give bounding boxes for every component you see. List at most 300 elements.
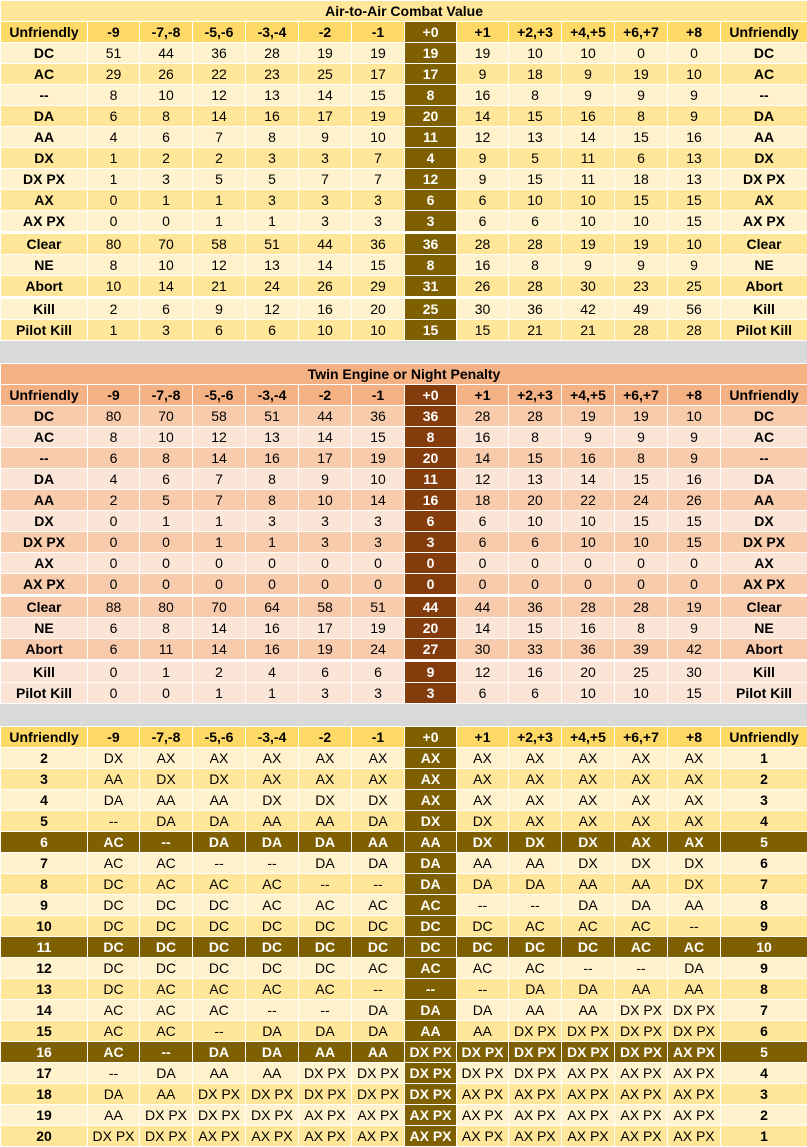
result-cell: DC: [352, 916, 405, 937]
value-cell: 16: [562, 618, 615, 639]
value-cell: 44: [457, 596, 509, 618]
value-cell: 10: [352, 127, 405, 148]
value-cell: 15: [352, 255, 405, 276]
result-cell: DA: [88, 1084, 140, 1105]
value-cell: 0: [140, 574, 193, 596]
value-cell: 9: [299, 469, 352, 490]
result-cell: AC: [352, 958, 405, 979]
value-cell: 22: [562, 490, 615, 511]
result-cell: DX PX: [457, 1042, 509, 1063]
value-cell: 16: [457, 255, 509, 276]
result-cell: DA: [88, 790, 140, 811]
value-cell: 15: [457, 320, 509, 341]
result-cell: AC: [193, 1000, 246, 1021]
result-cell: DX: [140, 769, 193, 790]
result-cell: --: [405, 979, 457, 1000]
roll-right: 9: [721, 958, 807, 979]
value-cell: 26: [299, 276, 352, 298]
result-cell: AX: [668, 748, 721, 769]
roll-right: 8: [721, 895, 807, 916]
value-cell: 8: [88, 427, 140, 448]
value-cell: 0: [246, 574, 299, 596]
value-cell: 13: [668, 148, 721, 169]
roll-right: 4: [721, 811, 807, 832]
value-cell: 10: [615, 683, 668, 704]
result-cell: DC: [88, 979, 140, 1000]
value-cell: 14: [457, 106, 509, 127]
value-cell: 15: [509, 169, 562, 190]
value-cell: 0: [140, 683, 193, 704]
value-cell: 3: [405, 683, 457, 704]
value-cell: 20: [405, 618, 457, 639]
result-cell: AA: [193, 1063, 246, 1084]
result-cell: AC: [615, 937, 668, 958]
result-cell: AX PX: [457, 1084, 509, 1105]
row-label: Kill: [721, 298, 807, 320]
result-cell: DX PX: [509, 1021, 562, 1042]
result-cell: AX: [246, 748, 299, 769]
result-cell: DC: [299, 958, 352, 979]
table-row: [1, 1000, 807, 1021]
result-cell: --: [457, 895, 509, 916]
table-row: [1, 406, 807, 427]
value-cell: 9: [668, 255, 721, 276]
result-cell: DX PX: [615, 1021, 668, 1042]
value-cell: 9: [193, 298, 246, 320]
value-cell: 36: [352, 233, 405, 255]
value-cell: 2: [193, 661, 246, 683]
row-label: NE: [721, 618, 807, 639]
table-row: [1, 448, 807, 469]
row-label: DC: [1, 406, 88, 427]
value-cell: 10: [615, 532, 668, 553]
result-cell: AX: [509, 811, 562, 832]
value-cell: 8: [246, 469, 299, 490]
value-cell: 10: [562, 211, 615, 233]
value-cell: 8: [615, 448, 668, 469]
result-cell: DX: [457, 811, 509, 832]
result-cell: DA: [246, 1042, 299, 1063]
value-cell: 15: [668, 683, 721, 704]
value-cell: 25: [299, 64, 352, 85]
value-cell: 19: [352, 618, 405, 639]
value-cell: 9: [668, 106, 721, 127]
value-cell: 14: [457, 448, 509, 469]
row-label: DA: [721, 106, 807, 127]
table-row: [1, 748, 807, 769]
result-cell: AC: [140, 979, 193, 1000]
value-cell: 16: [246, 639, 299, 661]
value-cell: 16: [405, 490, 457, 511]
roll-left: 17: [1, 1063, 88, 1084]
column-header: -1: [352, 727, 405, 748]
value-cell: 28: [246, 43, 299, 64]
value-cell: 6: [246, 320, 299, 341]
combat-value-table: [0, 0, 807, 341]
value-cell: 70: [140, 233, 193, 255]
table-row: [1, 769, 807, 790]
value-cell: 0: [352, 574, 405, 596]
result-cell: AX: [405, 790, 457, 811]
column-header: -9: [88, 727, 140, 748]
value-cell: 70: [140, 406, 193, 427]
result-cell: DX PX: [509, 1042, 562, 1063]
value-cell: 1: [193, 211, 246, 233]
result-cell: DX PX: [405, 1063, 457, 1084]
value-cell: 0: [299, 574, 352, 596]
table-row: [1, 979, 807, 1000]
value-cell: 6: [140, 469, 193, 490]
value-cell: 19: [352, 43, 405, 64]
value-cell: 21: [509, 320, 562, 341]
value-cell: 14: [352, 490, 405, 511]
value-cell: 0: [299, 553, 352, 574]
result-cell: DC: [88, 937, 140, 958]
roll-left: 16: [1, 1042, 88, 1063]
value-cell: 16: [246, 448, 299, 469]
value-cell: 16: [509, 661, 562, 683]
value-cell: 20: [509, 490, 562, 511]
row-label: DA: [721, 469, 807, 490]
table-row: [1, 596, 807, 618]
value-cell: 51: [352, 596, 405, 618]
table-row: [1, 169, 807, 190]
result-cell: DA: [405, 874, 457, 895]
result-cell: AX PX: [509, 1126, 562, 1147]
result-cell: DX: [88, 748, 140, 769]
value-cell: 3: [352, 683, 405, 704]
result-cell: DA: [509, 874, 562, 895]
row-label: Abort: [721, 639, 807, 661]
value-cell: 6: [352, 661, 405, 683]
value-cell: 0: [88, 661, 140, 683]
value-cell: 19: [299, 43, 352, 64]
row-label: AC: [721, 427, 807, 448]
section-separator: [0, 704, 807, 726]
result-cell: --: [88, 1063, 140, 1084]
result-cell: AC: [140, 853, 193, 874]
result-cell: DA: [457, 874, 509, 895]
column-header: +1: [457, 22, 509, 43]
column-header: -1: [352, 385, 405, 406]
value-cell: 19: [615, 233, 668, 255]
row-label: AX PX: [1, 211, 88, 233]
column-header: +8: [668, 385, 721, 406]
result-cell: AX: [457, 748, 509, 769]
row-label: Clear: [721, 596, 807, 618]
value-cell: 16: [562, 448, 615, 469]
roll-right: 8: [721, 979, 807, 1000]
result-cell: AX PX: [615, 1084, 668, 1105]
value-cell: 1: [193, 532, 246, 553]
result-cell: AX PX: [352, 1126, 405, 1147]
row-label: DX: [1, 148, 88, 169]
value-cell: 0: [246, 553, 299, 574]
value-cell: 28: [615, 596, 668, 618]
result-cell: AA: [562, 874, 615, 895]
result-cell: AC: [140, 874, 193, 895]
value-cell: 44: [405, 596, 457, 618]
value-cell: 0: [457, 574, 509, 596]
value-cell: 3: [299, 511, 352, 532]
value-cell: 9: [562, 64, 615, 85]
value-cell: 17: [405, 64, 457, 85]
row-label: --: [1, 85, 88, 106]
value-cell: 6: [457, 532, 509, 553]
value-cell: 10: [88, 276, 140, 298]
value-cell: 8: [405, 85, 457, 106]
result-cell: DA: [352, 1021, 405, 1042]
value-cell: 6: [457, 511, 509, 532]
value-cell: 3: [299, 148, 352, 169]
column-header: -7,-8: [140, 22, 193, 43]
value-cell: 30: [457, 639, 509, 661]
value-cell: 16: [246, 618, 299, 639]
result-cell: AC: [299, 979, 352, 1000]
value-cell: 12: [193, 255, 246, 276]
value-cell: 10: [299, 320, 352, 341]
result-cell: DX PX: [193, 1084, 246, 1105]
value-cell: 25: [405, 298, 457, 320]
table-row: [1, 574, 807, 596]
value-cell: 10: [140, 255, 193, 276]
value-cell: 0: [668, 43, 721, 64]
value-cell: 12: [457, 127, 509, 148]
result-cell: DX: [193, 769, 246, 790]
value-cell: 10: [668, 64, 721, 85]
section-title: Twin Engine or Night Penalty: [1, 364, 807, 385]
result-cell: DC: [299, 916, 352, 937]
result-cell: DX: [562, 853, 615, 874]
roll-left: 19: [1, 1105, 88, 1126]
roll-left: 9: [1, 895, 88, 916]
table-row: [1, 661, 807, 683]
value-cell: 3: [352, 190, 405, 211]
value-cell: 28: [562, 596, 615, 618]
value-cell: 1: [88, 169, 140, 190]
result-cell: AX PX: [405, 1126, 457, 1147]
value-cell: 16: [299, 298, 352, 320]
value-cell: 6: [88, 639, 140, 661]
table-row: [1, 790, 807, 811]
value-cell: 36: [509, 596, 562, 618]
value-cell: 51: [246, 233, 299, 255]
value-cell: 1: [246, 532, 299, 553]
section-title: Air-to-Air Combat Value: [1, 1, 807, 22]
column-header: +0: [405, 727, 457, 748]
row-label: DX PX: [1, 532, 88, 553]
value-cell: 8: [88, 85, 140, 106]
roll-left: 5: [1, 811, 88, 832]
roll-left: 20: [1, 1126, 88, 1147]
row-label: AA: [1, 490, 88, 511]
roll-left: 4: [1, 790, 88, 811]
result-cell: AX: [299, 748, 352, 769]
roll-right: 7: [721, 874, 807, 895]
value-cell: 6: [140, 127, 193, 148]
result-cell: DA: [352, 811, 405, 832]
value-cell: 8: [140, 448, 193, 469]
value-cell: 1: [140, 190, 193, 211]
value-cell: 27: [405, 639, 457, 661]
value-cell: 9: [668, 618, 721, 639]
result-cell: --: [668, 916, 721, 937]
result-cell: AC: [509, 958, 562, 979]
value-cell: 9: [668, 427, 721, 448]
value-cell: 15: [668, 532, 721, 553]
row-label: AX: [1, 553, 88, 574]
result-cell: DX PX: [405, 1084, 457, 1105]
result-cell: AC: [140, 1021, 193, 1042]
result-cell: AA: [405, 832, 457, 853]
result-cell: --: [88, 811, 140, 832]
value-cell: 2: [88, 490, 140, 511]
roll-left: 8: [1, 874, 88, 895]
value-cell: 9: [615, 427, 668, 448]
value-cell: 12: [193, 427, 246, 448]
value-cell: 6: [615, 148, 668, 169]
value-cell: 16: [246, 106, 299, 127]
value-cell: 9: [615, 85, 668, 106]
table-row: [1, 511, 807, 532]
table-row: [1, 937, 807, 958]
result-cell: DC: [193, 958, 246, 979]
value-cell: 29: [88, 64, 140, 85]
result-cell: DC: [88, 874, 140, 895]
value-cell: 3: [140, 169, 193, 190]
result-cell: DX PX: [246, 1084, 299, 1105]
result-cell: --: [246, 853, 299, 874]
value-cell: 14: [457, 618, 509, 639]
value-cell: 19: [405, 43, 457, 64]
result-cell: DC: [457, 937, 509, 958]
value-cell: 42: [562, 298, 615, 320]
value-cell: 44: [140, 43, 193, 64]
value-cell: 10: [615, 211, 668, 233]
table-row: [1, 683, 807, 704]
result-cell: DC: [193, 937, 246, 958]
value-cell: 19: [615, 406, 668, 427]
table-row: [1, 895, 807, 916]
result-cell: AX PX: [668, 1042, 721, 1063]
row-label: DC: [721, 406, 807, 427]
value-cell: 10: [509, 190, 562, 211]
value-cell: 36: [405, 233, 457, 255]
value-cell: 26: [457, 276, 509, 298]
value-cell: 21: [562, 320, 615, 341]
row-label: DX: [721, 511, 807, 532]
value-cell: 6: [299, 661, 352, 683]
column-header-row: [1, 727, 807, 748]
row-label: Pilot Kill: [1, 683, 88, 704]
row-label: Kill: [1, 661, 88, 683]
result-cell: AC: [457, 958, 509, 979]
result-cell: DC: [352, 937, 405, 958]
result-cell: AC: [615, 916, 668, 937]
value-cell: 10: [562, 511, 615, 532]
section-separator: [0, 341, 807, 363]
column-header-row: [1, 385, 807, 406]
value-cell: 1: [140, 511, 193, 532]
value-cell: 36: [509, 298, 562, 320]
table-row: [1, 85, 807, 106]
result-cell: AX PX: [509, 1105, 562, 1126]
value-cell: 58: [193, 233, 246, 255]
value-cell: 28: [457, 233, 509, 255]
result-cell: DA: [405, 853, 457, 874]
row-label: Kill: [1, 298, 88, 320]
table-row: [1, 469, 807, 490]
value-cell: 7: [352, 148, 405, 169]
value-cell: 0: [88, 683, 140, 704]
result-cell: --: [246, 1000, 299, 1021]
result-cell: DC: [405, 937, 457, 958]
result-cell: AC: [299, 895, 352, 916]
table-row: [1, 916, 807, 937]
value-cell: 11: [405, 127, 457, 148]
value-cell: 0: [88, 574, 140, 596]
row-label: AX PX: [1, 574, 88, 596]
value-cell: 16: [562, 106, 615, 127]
column-header: +2,+3: [509, 385, 562, 406]
result-cell: AX PX: [509, 1084, 562, 1105]
value-cell: 4: [405, 148, 457, 169]
value-cell: 23: [615, 276, 668, 298]
value-cell: 0: [140, 532, 193, 553]
value-cell: 17: [299, 106, 352, 127]
value-cell: 10: [668, 233, 721, 255]
value-cell: 19: [457, 43, 509, 64]
value-cell: 10: [352, 320, 405, 341]
result-cell: AX: [140, 748, 193, 769]
value-cell: 0: [140, 553, 193, 574]
result-cell: DX PX: [352, 1063, 405, 1084]
value-cell: 6: [405, 511, 457, 532]
result-cell: AA: [246, 811, 299, 832]
table-row: [1, 1063, 807, 1084]
roll-left: 14: [1, 1000, 88, 1021]
value-cell: 0: [562, 574, 615, 596]
row-label: AC: [721, 64, 807, 85]
roll-left: 13: [1, 979, 88, 1000]
table-row: [1, 1105, 807, 1126]
result-cell: DA: [299, 832, 352, 853]
result-cell: AX: [509, 769, 562, 790]
value-cell: 1: [193, 683, 246, 704]
value-cell: 5: [193, 169, 246, 190]
row-label: AX: [721, 190, 807, 211]
result-cell: DC: [193, 895, 246, 916]
value-cell: 7: [193, 490, 246, 511]
result-cell: DX: [352, 790, 405, 811]
table-row: [1, 853, 807, 874]
result-cell: DX PX: [299, 1063, 352, 1084]
result-cell: AA: [668, 979, 721, 1000]
value-cell: 28: [509, 276, 562, 298]
column-header: +8: [668, 727, 721, 748]
table-row: [1, 639, 807, 661]
column-header: +8: [668, 22, 721, 43]
value-cell: 19: [615, 64, 668, 85]
result-cell: AA: [562, 1000, 615, 1021]
value-cell: 8: [615, 106, 668, 127]
result-cell: AX PX: [562, 1105, 615, 1126]
value-cell: 0: [615, 574, 668, 596]
value-cell: 25: [668, 276, 721, 298]
value-cell: 6: [88, 106, 140, 127]
value-cell: 11: [140, 639, 193, 661]
result-cell: DC: [299, 937, 352, 958]
